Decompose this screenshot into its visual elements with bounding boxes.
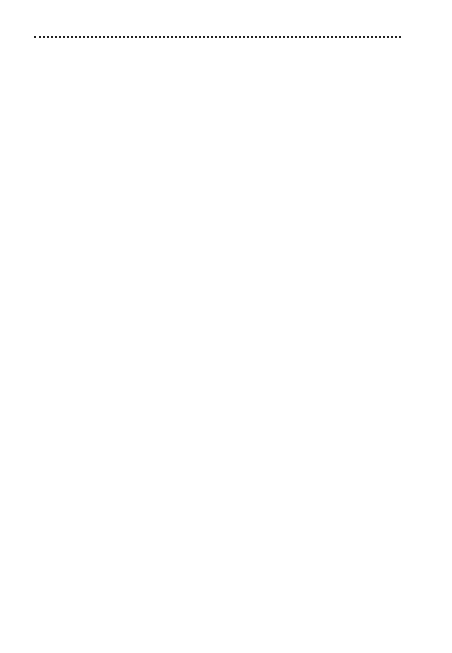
chapter-heading[interactable] bbox=[33, 27, 420, 41]
table-of-contents bbox=[33, 16, 420, 44]
dot-leader bbox=[34, 36, 401, 38]
